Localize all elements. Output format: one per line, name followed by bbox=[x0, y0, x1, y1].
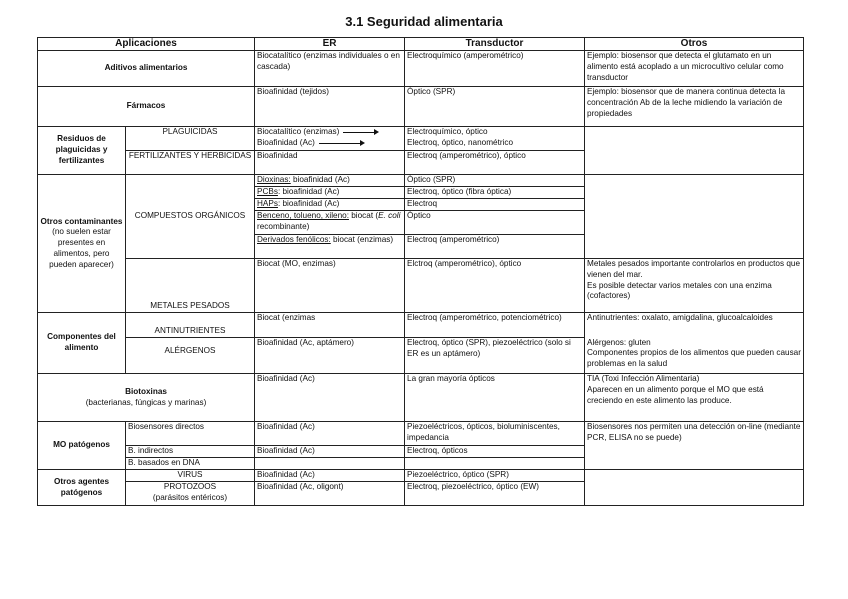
metales-transductor: Elctroq (amperométrico), óptico bbox=[405, 259, 585, 313]
benceno-ecoli: E. coli bbox=[378, 211, 401, 220]
protozoos-er: Bioafinidad (Ac, oligont) bbox=[255, 482, 405, 506]
dioxinas-er bbox=[255, 175, 405, 187]
directos-transductor: Piezoeléctricos, ópticos, bioluminiscentes, impedancia bbox=[405, 422, 585, 446]
derivados-term: Derivados fenólicos: bbox=[257, 235, 331, 244]
antinutrientes-label: ANTINUTRIENTES bbox=[126, 313, 255, 338]
virus-er: Bioafinidad (Ac) bbox=[255, 470, 405, 482]
biotoxinas-er: Bioafinidad (Ac) bbox=[255, 374, 405, 422]
dioxinas-term: Dioxinas: bbox=[257, 175, 291, 184]
haps-er-text: : bioafinidad (Ac) bbox=[277, 199, 340, 208]
derivados-transductor: Electroq (amperométrico) bbox=[405, 235, 585, 259]
benceno-er-text-2: recombinante) bbox=[257, 221, 310, 231]
benceno-er-text-1: biocat ( bbox=[348, 211, 379, 220]
mo-otros: Biosensores nos permiten una detección on-line (mediante PCR, ELISA no se puede) bbox=[585, 422, 804, 470]
biotoxinas-title: Biotoxinas bbox=[125, 386, 167, 396]
header-er: ER bbox=[255, 38, 405, 51]
plaguicidas-er bbox=[255, 127, 405, 151]
otros-contaminantes-note: (no suelen estar presentes en alimentos, pero pueden aparecer) bbox=[49, 227, 114, 269]
derivados-er-text: biocat (enzimas) bbox=[330, 235, 394, 244]
indirectos-label: B. indirectos bbox=[126, 446, 255, 458]
farmacos-er: Bioafinidad (tejidos) bbox=[255, 87, 405, 127]
protozoos-sub: (parásitos entéricos) bbox=[152, 492, 228, 502]
protozoos-title: PROTOZOOS bbox=[163, 482, 217, 491]
biotoxinas-otros-1: TIA (Toxi Infección Alimentaria) bbox=[587, 374, 700, 383]
biotoxinas-sub: (bacterianas, fúngicas y marinas) bbox=[85, 397, 207, 407]
row-biotoxinas-label bbox=[38, 374, 255, 422]
benceno-er bbox=[255, 211, 405, 235]
metales-otros-1: Metales pesados importante controlarlos en productos que vienen del mar. bbox=[587, 259, 801, 279]
otros-contaminantes-title: Otros contaminantes bbox=[40, 216, 123, 226]
dioxinas-er-text: bioafinidad (Ac) bbox=[290, 175, 350, 184]
haps-transductor: Electroq bbox=[405, 199, 585, 211]
protozoos-transductor: Electroq, piezoeléctrico, óptico (EW) bbox=[405, 482, 585, 506]
metales-otros-2: Es posible detectar varios metales con una enzima (cofactores) bbox=[587, 280, 772, 301]
aditivos-er: Biocatalítico (enzimas individuales o en cascada) bbox=[255, 51, 405, 87]
fertilizantes-transductor: Electroq (amperométrico), óptico bbox=[405, 151, 585, 175]
compuestos-otros bbox=[585, 175, 804, 259]
agentes-otros bbox=[585, 470, 804, 506]
row-componentes-label: Componentes del alimento bbox=[38, 313, 126, 374]
arrow-right-icon bbox=[319, 140, 365, 146]
virus-transductor: Piezoeléctrico, óptico (SPR) bbox=[405, 470, 585, 482]
antinutrientes-otros: Antinutrientes: oxalato, amigdalina, glucoalcaloides bbox=[585, 313, 804, 338]
pcbs-transductor: Electroq, óptico (fibra óptica) bbox=[405, 187, 585, 199]
haps-term: HAPs bbox=[257, 199, 278, 208]
protozoos-label bbox=[126, 482, 255, 506]
alergenos-otros bbox=[585, 338, 804, 374]
plaguicidas-er-1: Biocatalítico (enzimas) bbox=[257, 127, 340, 136]
indirectos-transductor: Electroq, ópticos bbox=[405, 446, 585, 458]
plaguicidas-er-2: Bioafinidad (Ac) bbox=[257, 137, 315, 147]
adn-transductor bbox=[405, 458, 585, 470]
pcbs-er bbox=[255, 187, 405, 199]
indirectos-er: Bioafinidad (Ac) bbox=[255, 446, 405, 458]
plaguicidas-tr-1: Electroquímico, óptico bbox=[407, 127, 488, 136]
farmacos-otros: Ejemplo: biosensor que de manera continua detecta la concentración Ab de la leche midiendo la variación de propiedades bbox=[585, 87, 804, 127]
fertilizantes-label: FERTILIZANTES Y HERBICIDAS bbox=[126, 151, 255, 175]
benceno-term: Benceno, tolueno, xileno: bbox=[257, 211, 349, 220]
haps-er bbox=[255, 199, 405, 211]
metales-pesados-label: METALES PESADOS bbox=[126, 259, 255, 313]
row-mo-patogenos-label: MO patógenos bbox=[38, 422, 126, 470]
applications-table bbox=[37, 37, 804, 506]
header-otros: Otros bbox=[585, 38, 804, 51]
row-aditivos-label: Aditivos alimentarios bbox=[38, 51, 255, 87]
alergenos-otros-2: Componentes propios de los alimentos que pueden causar problemas en la salud bbox=[587, 348, 801, 369]
directos-label: Biosensores directos bbox=[126, 422, 255, 446]
biotoxinas-otros-2: Aparecen en un alimento porque el MO que está creciendo en este alimento las produce. bbox=[587, 384, 764, 405]
farmacos-transductor: Óptico (SPR) bbox=[405, 87, 585, 127]
row-farmacos-label: Fármacos bbox=[38, 87, 255, 127]
residuos-otros bbox=[585, 127, 804, 175]
biotoxinas-transductor: La gran mayoría ópticos bbox=[405, 374, 585, 422]
metales-otros bbox=[585, 259, 804, 313]
header-aplicaciones: Aplicaciones bbox=[38, 38, 255, 51]
compuestos-organicos-label: COMPUESTOS ORGÁNICOS bbox=[126, 175, 255, 259]
adn-er bbox=[255, 458, 405, 470]
metales-er: Biocat (MO, enzimas) bbox=[255, 259, 405, 313]
alergenos-transductor: Electroq, óptico (SPR), piezoeléctrico (solo si ER es un aptámero) bbox=[405, 338, 585, 374]
benceno-transductor: Óptico bbox=[405, 211, 585, 235]
row-otros-agentes-label: Otros agentes patógenos bbox=[38, 470, 126, 506]
pcbs-term: PCBs bbox=[257, 187, 278, 196]
plaguicidas-transductor bbox=[405, 127, 585, 151]
fertilizantes-er: Bioafinidad bbox=[255, 151, 405, 175]
page-title: 3.1 Seguridad alimentaria bbox=[345, 14, 503, 29]
virus-label: VIRUS bbox=[126, 470, 255, 482]
alergenos-er: Bioafinidad (Ac, aptámero) bbox=[255, 338, 405, 374]
antinutrientes-transductor: Electroq (amperométrico, potenciométrico) bbox=[405, 313, 585, 338]
directos-er: Bioafinidad (Ac) bbox=[255, 422, 405, 446]
alergenos-label: ALÉRGENOS bbox=[126, 338, 255, 374]
antinutrientes-er: Biocat (enzimas bbox=[255, 313, 405, 338]
biotoxinas-otros bbox=[585, 374, 804, 422]
plaguicidas-tr-2: Electroq, óptico, nanométrico bbox=[407, 137, 514, 147]
adn-label: B. basados en DNA bbox=[126, 458, 255, 470]
aditivos-otros: Ejemplo: biosensor que detecta el glutamato en un alimento está acoplado a un microcultivo celular como transductor bbox=[585, 51, 804, 87]
alergenos-otros-1: Alérgenos: gluten bbox=[587, 337, 651, 347]
arrow-right-icon bbox=[343, 129, 379, 135]
row-otros-contaminantes-label bbox=[38, 175, 126, 313]
dioxinas-transductor: Óptico (SPR) bbox=[405, 175, 585, 187]
header-transductor: Transductor bbox=[405, 38, 585, 51]
derivados-er bbox=[255, 235, 405, 259]
aditivos-transductor: Electroquímico (amperométrico) bbox=[405, 51, 585, 87]
plaguicidas-label: PLAGUICIDAS bbox=[126, 127, 255, 151]
pcbs-er-text: : bioafinidad (Ac) bbox=[277, 187, 340, 196]
row-residuos-label: Residuos de plaguicidas y fertilizantes bbox=[38, 127, 126, 175]
